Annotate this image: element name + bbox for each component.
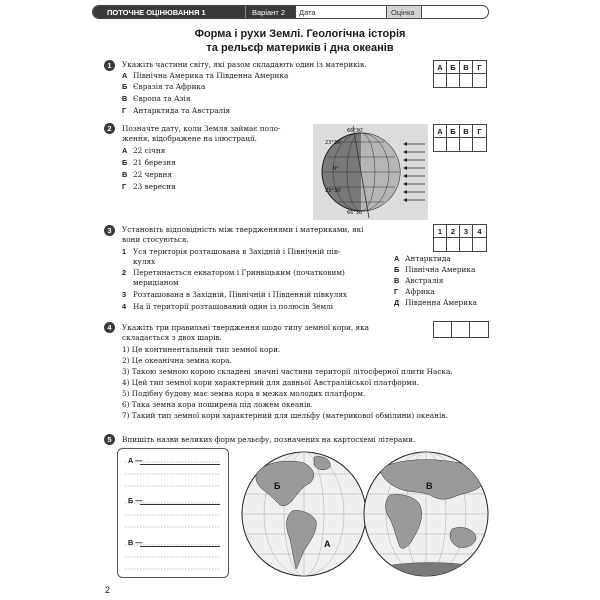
question-4-text-line-2: складається з двох шарів. bbox=[122, 333, 222, 342]
question-3-answer: Д Південна Америка bbox=[394, 298, 477, 307]
question-4-item: 1) Це континентальний тип земної кори. bbox=[122, 345, 281, 354]
question-3-answer: В Австралія bbox=[394, 276, 444, 285]
question-1-text: Укажіть частини світу, які разом складають один із материків. bbox=[122, 60, 367, 69]
question-3-answer: А Антарктида bbox=[394, 254, 451, 263]
question-1-option[interactable]: В Європа та Азія bbox=[122, 94, 191, 103]
question-3-answer-grid[interactable]: 1 2 3 4 bbox=[433, 224, 487, 238]
map-letter-a: А bbox=[324, 539, 331, 549]
question-2-text-line-2: ження, відображене на ілюстрації. bbox=[122, 134, 257, 143]
question-2-option[interactable]: В 22 червня bbox=[122, 170, 172, 179]
question-2-text-line-1: Позначте дату, коли Земля займає поло- bbox=[122, 124, 281, 133]
question-1-option[interactable]: Б Євразія та Африка bbox=[122, 82, 206, 91]
question-3-statement: 3 Розташована в Західній, Північній і Південній півкулях bbox=[122, 290, 348, 299]
question-3-answer: Г Африка bbox=[394, 287, 435, 296]
question-2-option[interactable]: А 22 січня bbox=[122, 146, 166, 155]
earth-illumination-figure bbox=[313, 124, 428, 220]
question-2-option[interactable]: Б 21 березня bbox=[122, 158, 176, 167]
question-4-item: 2) Це океанічна земна кора. bbox=[122, 356, 232, 365]
question-3-answer-cells[interactable] bbox=[433, 238, 487, 252]
antarctica-landmass bbox=[380, 563, 480, 580]
question-1-answer-cells[interactable] bbox=[433, 74, 487, 88]
question-4-text-line-1: Укажіть три правильні твердження щодо типу земної кори, яка bbox=[122, 323, 370, 332]
question-4-number: 4 bbox=[104, 322, 115, 333]
score-field[interactable] bbox=[421, 6, 488, 18]
answer-field-v[interactable] bbox=[140, 537, 220, 547]
header-variant: Варіант 2 bbox=[245, 6, 295, 18]
question-3-text-line-2: вони стосуються. bbox=[122, 235, 189, 244]
page-title: Форма і рухи Землі. Геологічна історія та рельєф материків і дна океанів bbox=[194, 28, 406, 54]
map-letter-b: Б bbox=[274, 481, 281, 491]
latitude-label: 23°30' bbox=[325, 140, 342, 146]
question-2-answer-grid[interactable]: А Б В Г bbox=[433, 124, 487, 138]
answer-label-v: В — bbox=[128, 538, 143, 547]
question-2-answer-cells[interactable] bbox=[433, 138, 487, 152]
answer-lines-panel bbox=[117, 448, 229, 578]
latitude-label: 66°30' bbox=[347, 128, 364, 134]
header-title: ПОТОЧНЕ ОЦІНЮВАННЯ 1 bbox=[93, 6, 245, 18]
question-4-item: 5) Подібну будову має земна кора в межах молодих платформ. bbox=[122, 389, 366, 398]
question-4-item: 7) Такий тип земної кори характерний для шельфу (материкової обмілини) океанів. bbox=[122, 411, 448, 420]
question-3-answer: Б Північна Америка bbox=[394, 265, 476, 274]
question-4-item: 3) Такою земною корою складені значні частини території літосферної плити Наска. bbox=[122, 367, 453, 376]
page-number: 2 bbox=[105, 585, 111, 595]
answer-field-a[interactable] bbox=[140, 455, 220, 465]
question-4-item: 4) Цей тип земної кори характерний для давньої Австралійської платформи. bbox=[122, 378, 420, 387]
question-1-number: 1 bbox=[104, 60, 115, 71]
question-1-answer-grid[interactable]: А Б В Г bbox=[433, 60, 487, 74]
question-4-answer-cells[interactable] bbox=[433, 321, 489, 338]
score-label: Оцінка bbox=[386, 6, 421, 18]
header-bar bbox=[92, 5, 489, 19]
answer-field-b[interactable] bbox=[140, 495, 220, 505]
question-1-option[interactable]: А Північна Америка та Південна Америка bbox=[122, 71, 289, 80]
question-5-text: Впишіть назви великих форм рельєфу, позначених на картосхемі літерами. bbox=[122, 435, 416, 444]
date-field[interactable]: Дата bbox=[295, 6, 386, 18]
question-3-number: 3 bbox=[104, 225, 115, 236]
question-3-statement: 2 Перетинається екватором і Гринвіцьким (початковим) bbox=[122, 268, 345, 277]
question-4-item: 6) Така земна кора поширена під ложем океанів. bbox=[122, 400, 313, 409]
answer-label-a: А — bbox=[128, 456, 143, 465]
world-hemispheres-map bbox=[240, 449, 490, 579]
question-2-option[interactable]: Г 23 вересня bbox=[122, 182, 176, 191]
question-3-text-line-1: Установіть відповідність між твердженнями і материками, які bbox=[122, 225, 364, 234]
question-3-statement: 4 На її території розташований один із полюсів Землі bbox=[122, 302, 334, 311]
latitude-label: 0° bbox=[333, 166, 339, 172]
question-3-statement-cont: меридіаном bbox=[133, 278, 179, 287]
answer-label-b: Б — bbox=[128, 496, 143, 505]
question-2-number: 2 bbox=[104, 123, 115, 134]
question-3-statement: 1 Уся територія розташована в Західній і Північній пів- bbox=[122, 247, 341, 256]
question-1-option[interactable]: Г Антарктида та Австралія bbox=[122, 106, 231, 115]
question-5-number: 5 bbox=[104, 434, 115, 445]
latitude-label: 23°30' bbox=[325, 188, 342, 194]
map-letter-v: В bbox=[426, 481, 433, 491]
question-3-statement-cont: кулях bbox=[133, 257, 156, 266]
latitude-label: 66°30' bbox=[347, 210, 364, 216]
